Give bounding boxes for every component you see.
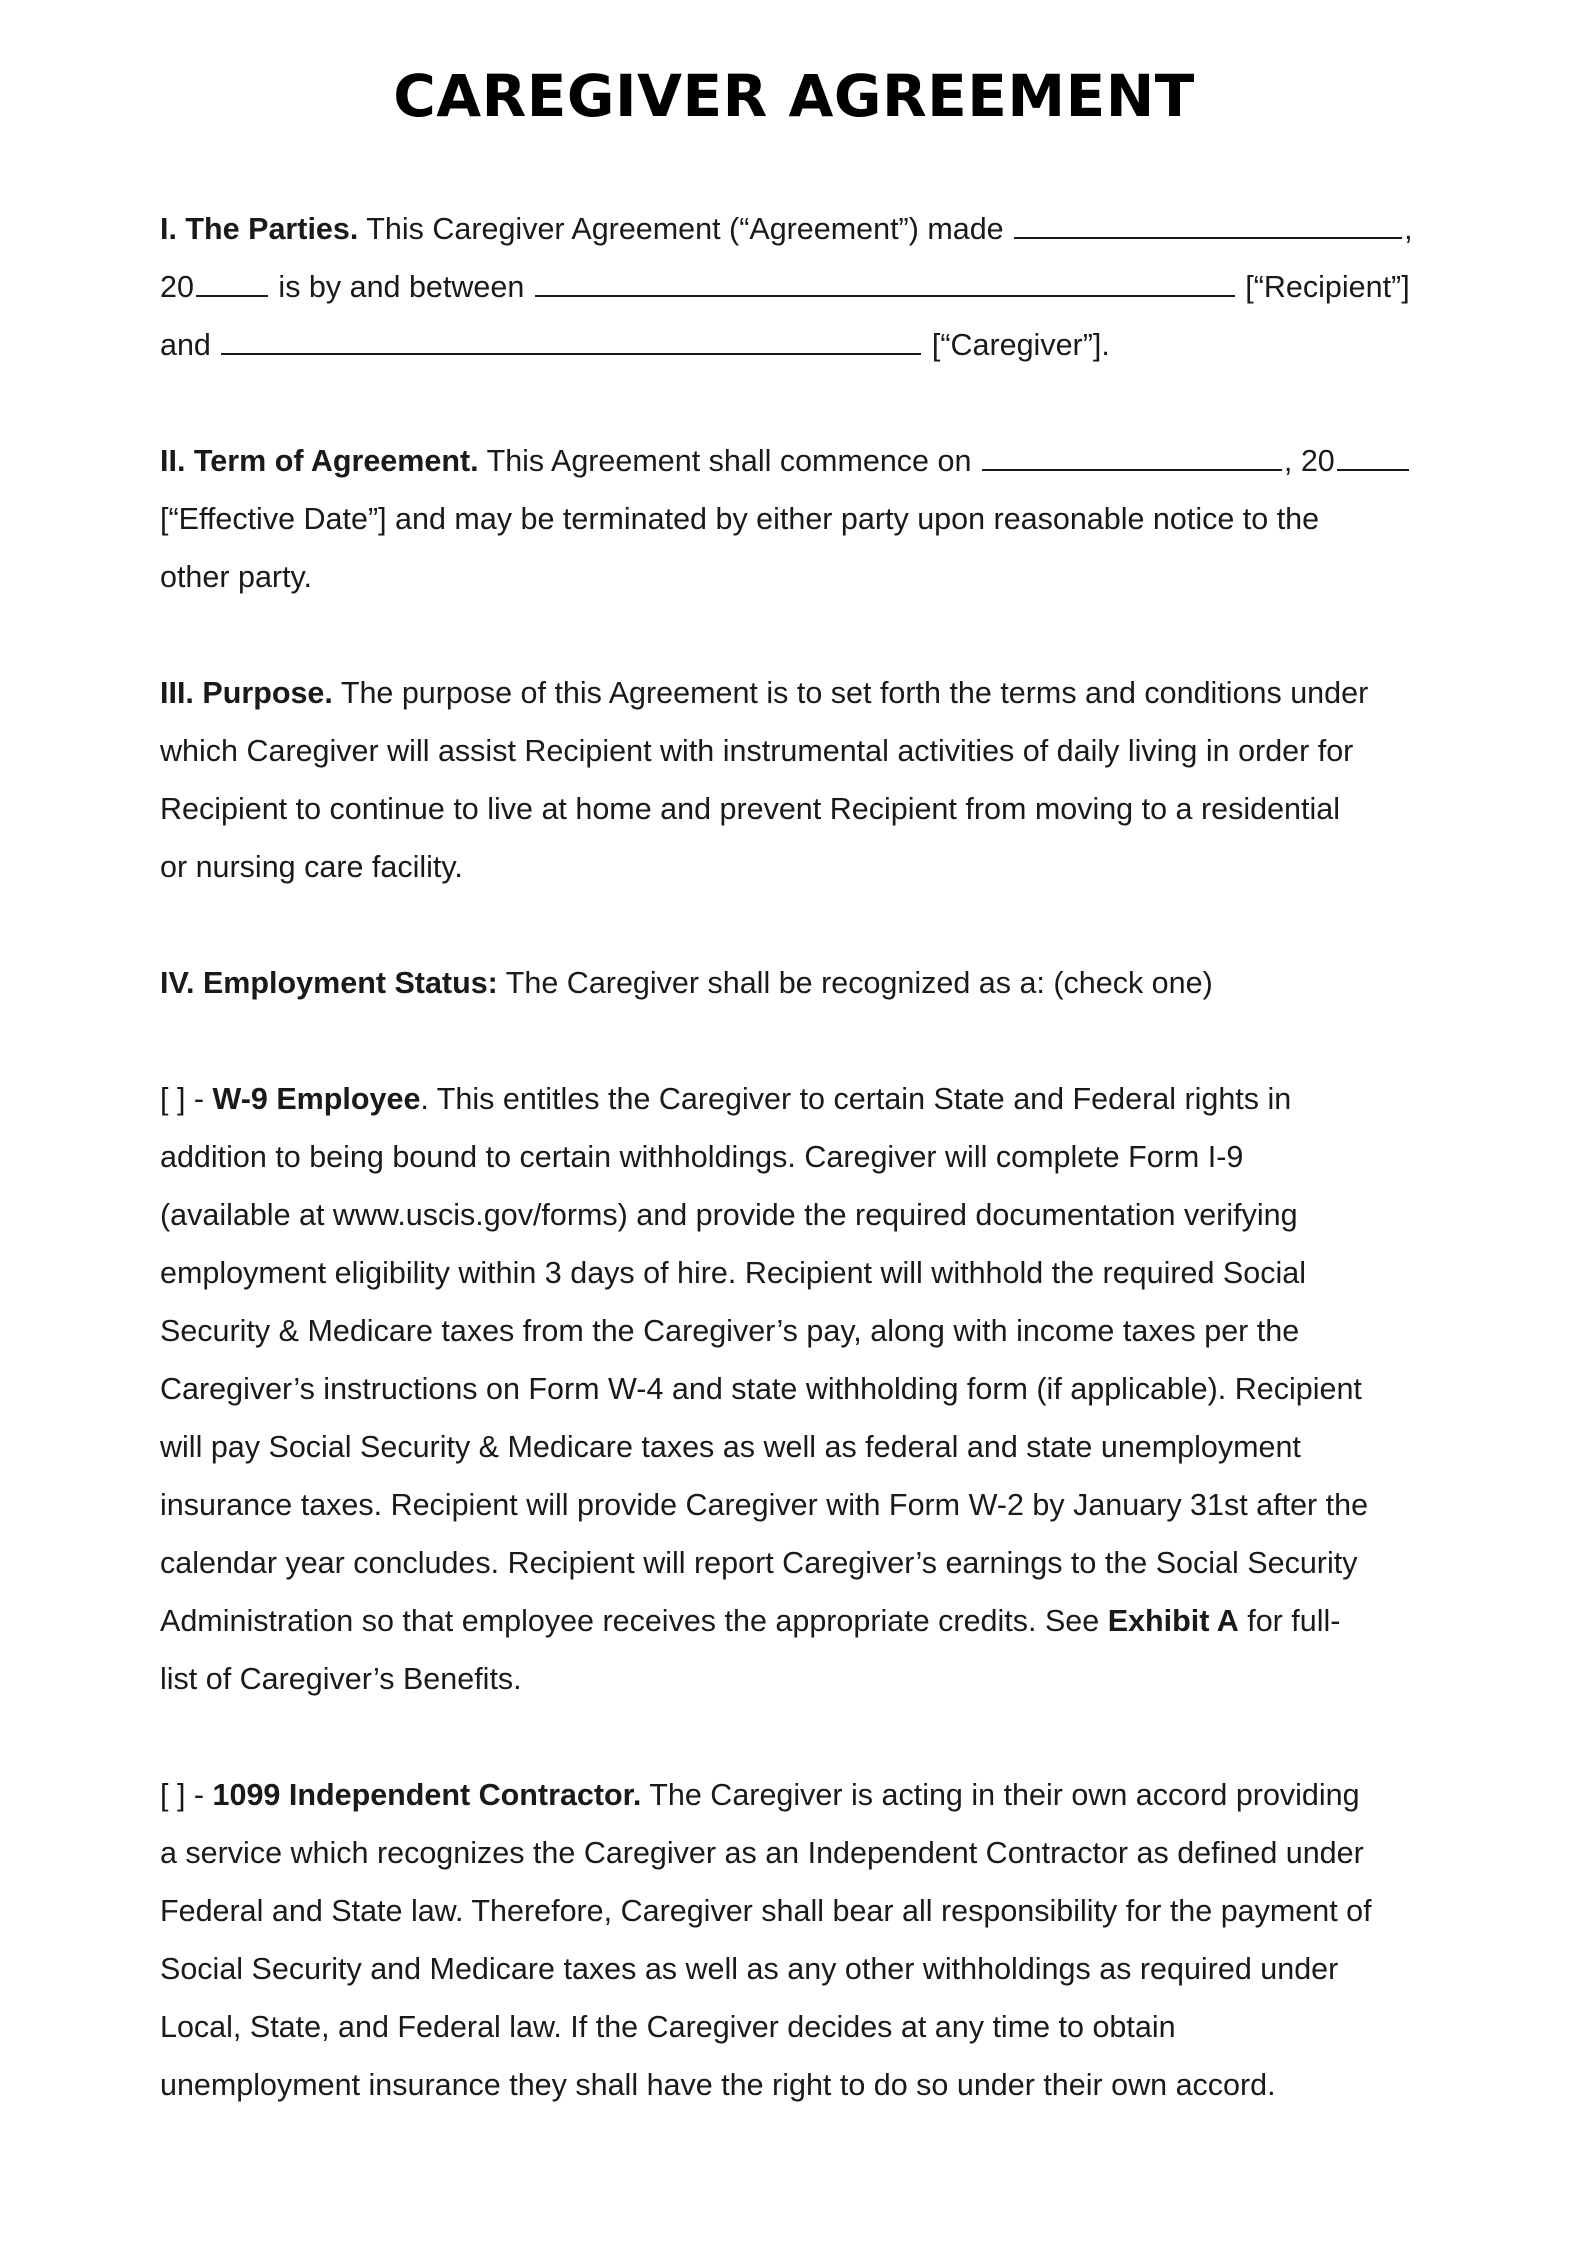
- option-w9-employee: [160, 1070, 1440, 1708]
- purpose-line-1: [160, 664, 1440, 722]
- parties-comma: ,: [1404, 212, 1413, 246]
- contractor-line-5: Local, State, and Federal law. If the Caregiver decides at any time to obtain: [160, 2010, 1176, 2044]
- effective-year-blank[interactable]: [1337, 439, 1409, 471]
- parties-line-2: [160, 258, 1440, 316]
- w9-line-9: calendar year concludes. Recipient will report Caregiver’s earnings to the Social Security: [160, 1546, 1358, 1580]
- recipient-label: [“Recipient”]: [1245, 270, 1410, 304]
- exhibit-a-reference: Exhibit A: [1107, 1604, 1239, 1638]
- contractor-line-6: unemployment insurance they shall have the right to do so under their own accord.: [160, 2068, 1276, 2102]
- parties-and: and: [160, 328, 211, 362]
- parties-line-1: [160, 200, 1440, 258]
- w9-line-8: insurance taxes. Recipient will provide Caregiver with Form W-2 by January 31st after the: [160, 1488, 1369, 1522]
- w9-line-10: [160, 1592, 1440, 1650]
- w9-line-6: Caregiver’s instructions on Form W-4 and state withholding form (if applicable). Recipient: [160, 1372, 1362, 1406]
- contractor-heading: 1099 Independent Contractor.: [212, 1778, 642, 1812]
- option-1099-contractor: [160, 1766, 1440, 2114]
- contractor-line-4: Social Security and Medicare taxes as well as any other withholdings as required under: [160, 1952, 1339, 1986]
- w9-line-1: [160, 1070, 1440, 1128]
- employment-line: [160, 954, 1440, 1012]
- w9-checkbox[interactable]: [ ] -: [160, 1082, 205, 1116]
- term-line-3: other party.: [160, 560, 313, 594]
- employment-text: The Caregiver shall be recognized as a: (check one): [505, 966, 1213, 1000]
- agreement-year-blank[interactable]: [196, 265, 268, 297]
- section-parties: [160, 200, 1440, 374]
- term-line-1: [160, 432, 1440, 490]
- term-year-prefix: , 20: [1283, 444, 1335, 478]
- w9-line-10-post: for full-: [1247, 1604, 1341, 1638]
- w9-heading: W-9 Employee: [212, 1082, 421, 1116]
- section-purpose: [160, 664, 1440, 896]
- term-heading: II. Term of Agreement.: [160, 444, 479, 478]
- w9-line-2: addition to being bound to certain withholdings. Caregiver will complete Form I-9: [160, 1140, 1244, 1174]
- w9-line-3: (available at www.uscis.gov/forms) and provide the required documentation verifying: [160, 1198, 1298, 1232]
- purpose-line-3: Recipient to continue to live at home and prevent Recipient from moving to a residential: [160, 792, 1340, 826]
- contractor-line-3: Federal and State law. Therefore, Caregiver shall bear all responsibility for the payment of: [160, 1894, 1372, 1928]
- contractor-line-1: [160, 1766, 1440, 1824]
- term-text-1: This Agreement shall commence on: [486, 444, 972, 478]
- w9-line-11: list of Caregiver’s Benefits.: [160, 1662, 522, 1696]
- purpose-line-1-text: The purpose of this Agreement is to set forth the terms and conditions under: [340, 676, 1369, 710]
- caregiver-label: [“Caregiver”].: [931, 328, 1110, 362]
- caregiver-name-blank[interactable]: [221, 323, 921, 355]
- document-title: CAREGIVER AGREEMENT: [393, 62, 1195, 130]
- contractor-line-2: a service which recognizes the Caregiver as an Independent Contractor as defined under: [160, 1836, 1364, 1870]
- section-employment-status: [160, 954, 1440, 1012]
- parties-heading: I. The Parties.: [160, 212, 359, 246]
- parties-text-1: This Caregiver Agreement (“Agreement”) made: [366, 212, 1004, 246]
- w9-line-7: will pay Social Security & Medicare taxes as well as federal and state unemployment: [160, 1430, 1301, 1464]
- effective-date-blank[interactable]: [982, 439, 1282, 471]
- parties-line-3: [160, 316, 1440, 374]
- purpose-heading: III. Purpose.: [160, 676, 333, 710]
- recipient-name-blank[interactable]: [535, 265, 1235, 297]
- parties-text-2: is by and between: [278, 270, 525, 304]
- contractor-line-1-text: The Caregiver is acting in their own accord providing: [649, 1778, 1360, 1812]
- w9-line-10-pre: Administration so that employee receives the appropriate credits. See: [160, 1604, 1100, 1638]
- w9-line-5: Security & Medicare taxes from the Caregiver’s pay, along with income taxes per the: [160, 1314, 1300, 1348]
- employment-heading: IV. Employment Status:: [160, 966, 498, 1000]
- document-body: [160, 200, 1440, 2172]
- purpose-line-4: or nursing care facility.: [160, 850, 463, 884]
- w9-line-1-text: . This entitles the Caregiver to certain State and Federal rights in: [420, 1082, 1292, 1116]
- contractor-checkbox[interactable]: [ ] -: [160, 1778, 205, 1812]
- agreement-date-blank[interactable]: [1014, 207, 1402, 239]
- section-term: [160, 432, 1440, 606]
- parties-year-prefix: 20: [160, 270, 194, 304]
- w9-line-4: employment eligibility within 3 days of hire. Recipient will withhold the required Social: [160, 1256, 1306, 1290]
- term-line-2: [“Effective Date”] and may be terminated by either party upon reasonable notice to the: [160, 502, 1320, 536]
- purpose-line-2: which Caregiver will assist Recipient with instrumental activities of daily living in order for: [160, 734, 1354, 768]
